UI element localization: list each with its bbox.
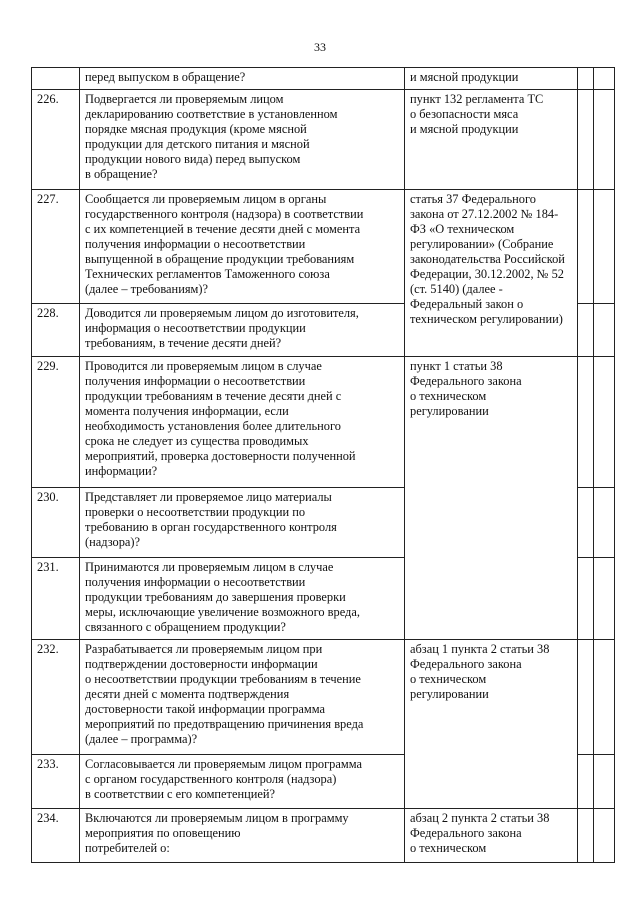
reference-text: регулировании xyxy=(410,687,489,701)
reference-text: абзац 2 пункта 2 статьи 38 xyxy=(410,811,550,825)
reference-text: о техническом xyxy=(410,672,487,686)
reference-cell xyxy=(405,640,578,809)
note-cell xyxy=(594,68,615,90)
reference-text: закона от 27.12.2002 № 184- xyxy=(410,207,559,221)
row-number: 232. xyxy=(32,640,80,755)
answer-cell xyxy=(578,190,594,304)
reference-text: о техническом xyxy=(410,841,487,855)
question-text: (надзора)? xyxy=(85,535,141,549)
question-text: (далее – программа)? xyxy=(85,732,198,746)
row-number: 228. xyxy=(32,304,80,357)
table-row xyxy=(32,640,615,755)
question-text: Включаются ли проверяемым лицом в программу xyxy=(85,811,349,825)
note-cell xyxy=(594,190,615,304)
question-text: Представляет ли проверяемое лицо материалы xyxy=(85,490,332,504)
table-row xyxy=(32,357,615,488)
row-number: 227. xyxy=(32,190,80,304)
question-text: с органом государственного контроля (надзора) xyxy=(85,772,337,786)
question-text: Подвергается ли проверяемым лицом xyxy=(85,92,284,106)
note-cell xyxy=(594,809,615,863)
note-cell xyxy=(594,558,615,640)
reference-text: Федерального закона xyxy=(410,374,522,388)
row-number: 229. xyxy=(32,357,80,488)
checklist-table xyxy=(31,67,615,863)
question-text: Технических регламентов Таможенного союза xyxy=(85,267,330,281)
question-cell xyxy=(80,304,405,357)
reference-text: регулировании xyxy=(410,404,489,418)
note-cell xyxy=(594,90,615,190)
question-text: о несоответствии продукции требованиям в течение xyxy=(85,672,361,686)
table-row xyxy=(32,68,615,90)
answer-cell xyxy=(578,809,594,863)
row-number: 231. xyxy=(32,558,80,640)
question-text: проверки о несоответствии продукции по xyxy=(85,505,306,519)
question-text: выпущенной в обращение продукции требованиям xyxy=(85,252,355,266)
question-text: информации? xyxy=(85,464,158,478)
row-number: 226. xyxy=(32,90,80,190)
question-cell xyxy=(80,640,405,755)
reference-text: регулировании» (Собрание xyxy=(410,237,554,251)
reference-text: техническом регулировании) xyxy=(410,312,563,326)
answer-cell xyxy=(578,755,594,809)
reference-cell xyxy=(405,90,578,190)
reference-cell xyxy=(405,68,578,90)
question-text: (далее – требованиям)? xyxy=(85,282,208,296)
answer-cell xyxy=(578,68,594,90)
question-text: в соответствии с его компетенцией? xyxy=(85,787,275,801)
reference-text: и мясной продукции xyxy=(410,70,519,84)
question-text: в обращение? xyxy=(85,167,158,181)
question-text: с их компетенцией в течение десяти дней с момента xyxy=(85,222,361,236)
question-text: перед выпуском в обращение? xyxy=(85,70,246,84)
question-text: требованию в орган государственного контроля xyxy=(85,520,337,534)
row-number: 233. xyxy=(32,755,80,809)
answer-cell xyxy=(578,304,594,357)
note-cell xyxy=(594,357,615,488)
question-text: требованиям, в течение десяти дней? xyxy=(85,336,282,350)
question-text: продукции требованиям в течение десяти дней с xyxy=(85,389,342,403)
reference-text: ФЗ «О техническом xyxy=(410,222,515,236)
reference-text: Федерального закона xyxy=(410,826,522,840)
question-text: получения информации о несоответствии xyxy=(85,237,306,251)
question-text: продукции для детского питания и мясной xyxy=(85,137,310,151)
question-cell xyxy=(80,755,405,809)
answer-cell xyxy=(578,357,594,488)
row-number: 230. xyxy=(32,488,80,558)
reference-text: Федеральный закон о xyxy=(410,297,524,311)
reference-text: о техническом xyxy=(410,389,487,403)
table-row xyxy=(32,90,615,190)
reference-text: и мясной продукции xyxy=(410,122,519,136)
question-text: Доводится ли проверяемым лицом до изготовителя, xyxy=(85,306,359,320)
table-row xyxy=(32,190,615,304)
question-text: Согласовывается ли проверяемым лицом программа xyxy=(85,757,362,771)
question-text: момента получения информации, если xyxy=(85,404,289,418)
page-number: 33 xyxy=(314,40,326,54)
question-text: порядке мясная продукция (кроме мясной xyxy=(85,122,307,136)
question-text: продукции нового вида) перед выпуском xyxy=(85,152,301,166)
answer-cell xyxy=(578,90,594,190)
reference-text: (ст. 5140) (далее - xyxy=(410,282,503,296)
question-text: информация о несоответствии продукции xyxy=(85,321,306,335)
row-number: 234. xyxy=(32,809,80,863)
question-text: получения информации о несоответствии xyxy=(85,374,306,388)
reference-text: Федерации, 30.12.2002, № 52 xyxy=(410,267,564,281)
row-number xyxy=(32,68,80,90)
reference-text: абзац 1 пункта 2 статьи 38 xyxy=(410,642,550,656)
note-cell xyxy=(594,488,615,558)
question-text: меры, исключающие увеличение возможного вреда, xyxy=(85,605,360,619)
question-text: государственного контроля (надзора) в соответствии xyxy=(85,207,364,221)
question-text: десяти дней с момента подтверждения xyxy=(85,687,290,701)
question-text: подтверждении достоверности информации xyxy=(85,657,318,671)
reference-text: пункт 132 регламента ТС xyxy=(410,92,544,106)
reference-cell xyxy=(405,357,578,640)
answer-cell xyxy=(578,558,594,640)
question-text: срока не следует из существа проводимых xyxy=(85,434,309,448)
question-cell xyxy=(80,190,405,304)
answer-cell xyxy=(578,488,594,558)
reference-text: статья 37 Федерального xyxy=(410,192,536,206)
reference-text: о безопасности мяса xyxy=(410,107,519,121)
question-cell xyxy=(80,68,405,90)
reference-text: законодательства Российской xyxy=(410,252,565,266)
question-cell xyxy=(80,357,405,488)
reference-cell xyxy=(405,190,578,357)
question-text: мероприятий по предотвращению причинения вреда xyxy=(85,717,364,731)
question-text: Сообщается ли проверяемым лицом в органы xyxy=(85,192,327,206)
question-text: Разрабатывается ли проверяемым лицом при xyxy=(85,642,323,656)
reference-text: пункт 1 статьи 38 xyxy=(410,359,503,373)
question-text: получения информации о несоответствии xyxy=(85,575,306,589)
reference-cell xyxy=(405,809,578,863)
note-cell xyxy=(594,304,615,357)
question-text: достоверности такой информации программа xyxy=(85,702,326,716)
answer-cell xyxy=(578,640,594,755)
question-text: декларированию соответствие в установленном xyxy=(85,107,338,121)
question-text: Принимаются ли проверяемым лицом в случае xyxy=(85,560,334,574)
table-row xyxy=(32,809,615,863)
question-text: потребителей о: xyxy=(85,841,170,855)
question-text: мероприятия по оповещению xyxy=(85,826,241,840)
question-cell xyxy=(80,90,405,190)
question-text: Проводится ли проверяемым лицом в случае xyxy=(85,359,322,373)
question-text: необходимость установления более длительного xyxy=(85,419,341,433)
reference-text: Федерального закона xyxy=(410,657,522,671)
note-cell xyxy=(594,640,615,755)
question-text: мероприятий, проверка достоверности полученной xyxy=(85,449,356,463)
question-text: продукции требованиям до завершения проверки xyxy=(85,590,346,604)
question-cell xyxy=(80,558,405,640)
note-cell xyxy=(594,755,615,809)
question-cell xyxy=(80,809,405,863)
question-text: связанного с обращением продукции? xyxy=(85,620,286,634)
question-cell xyxy=(80,488,405,558)
